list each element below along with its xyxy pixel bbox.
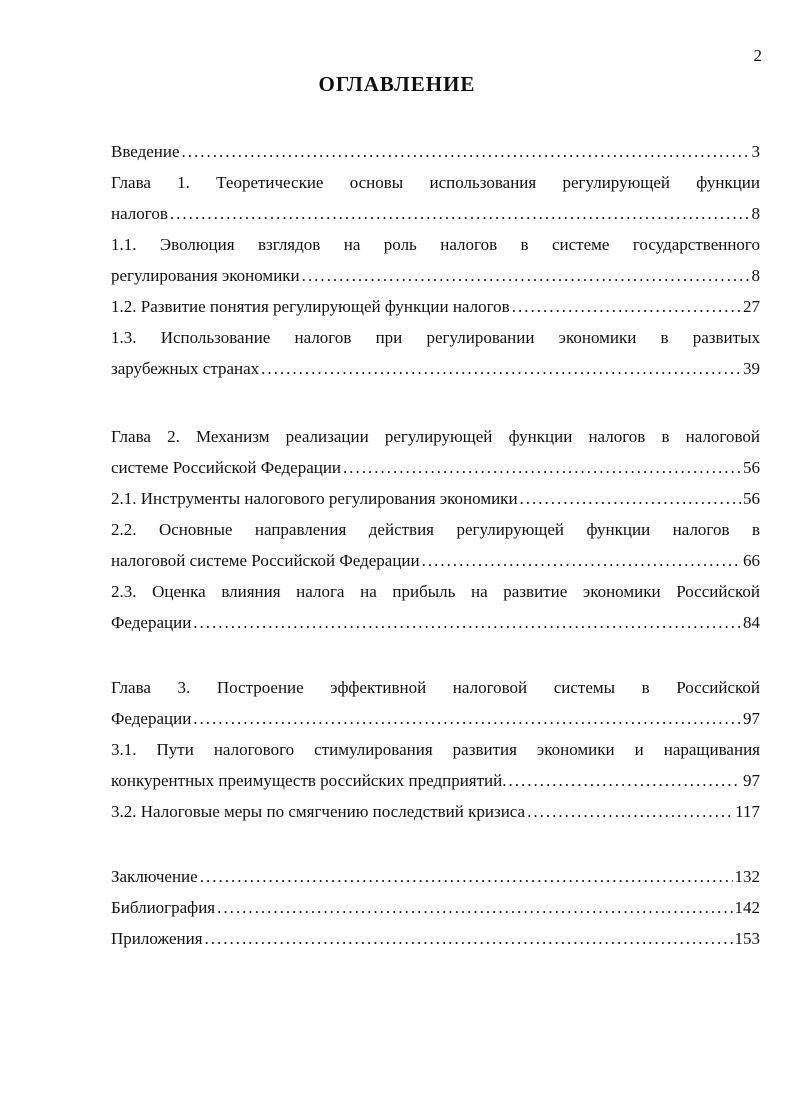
dot-leader [302, 260, 750, 291]
toc-entry-title: 3.2. Налоговые меры по смягчению последствий кризиса [111, 802, 526, 821]
toc-entry-page: 84 [743, 613, 760, 632]
toc-entry-chapter-3[interactable] [111, 672, 760, 734]
toc-entry-title: Библиография [111, 898, 216, 917]
page-number: 2 [753, 46, 762, 65]
toc-entry-title-line1: Глава 2. Механизм реализации регулирующей функции налогов в налоговой [111, 427, 760, 446]
dot-leader [182, 136, 750, 167]
toc-entry-page: 97 [743, 771, 760, 790]
toc-entry-section-3-2[interactable] [111, 796, 760, 827]
toc-entry-page: 66 [743, 551, 760, 570]
toc-entry-intro[interactable] [111, 136, 760, 167]
toc-entry-page: 142 [734, 898, 760, 917]
toc-entry-section-2-2[interactable] [111, 514, 760, 576]
toc-entry-page: 153 [734, 929, 760, 948]
toc-entry-section-2-3[interactable] [111, 576, 760, 638]
toc-entry-section-1-1[interactable] [111, 229, 760, 291]
toc-entry-title: Введение [111, 142, 180, 161]
toc-entry-title: 2.1. Инструменты налогового регулирования экономики [111, 489, 518, 508]
table-of-contents-chapter-3 [111, 672, 760, 827]
dot-leader [508, 765, 741, 796]
dot-leader [217, 892, 732, 923]
dot-leader [193, 607, 741, 638]
toc-entry-title-line1: 2.3. Оценка влияния налога на прибыль на развитие экономики Российской [111, 582, 760, 601]
toc-entry-title-line1: 3.1. Пути налогового стимулирования развития экономики и наращивания [111, 740, 760, 759]
toc-entry-page: 97 [743, 709, 760, 728]
toc-entry-bibliography[interactable] [111, 892, 760, 923]
toc-entry-chapter-2[interactable] [111, 421, 760, 483]
toc-entry-title-line2: системе Российской Федерации [111, 458, 342, 477]
toc-entry-page: 56 [743, 458, 760, 477]
toc-entry-section-1-2[interactable] [111, 291, 760, 322]
toc-entry-appendices[interactable] [111, 923, 760, 954]
table-of-contents-endmatter [111, 861, 760, 954]
toc-entry-section-1-3[interactable] [111, 322, 760, 384]
dot-leader [193, 703, 741, 734]
toc-entry-title: Заключение [111, 867, 198, 886]
toc-entry-title-line2: Федерации [111, 613, 192, 632]
toc-entry-section-3-1[interactable] [111, 734, 760, 796]
toc-entry-title-line2: Федерации [111, 709, 192, 728]
toc-entry-title-line2: налоговой системе Российской Федерации [111, 551, 420, 570]
toc-entry-page: 117 [735, 802, 760, 821]
table-of-contents [111, 136, 760, 384]
toc-entry-title-line1: 1.3. Использование налогов при регулировании экономики в развитых [111, 328, 760, 347]
dot-leader [170, 198, 750, 229]
toc-entry-title-line2: зарубежных странах [111, 359, 260, 378]
dot-leader [200, 861, 733, 892]
dot-leader [422, 545, 741, 576]
toc-entry-section-2-1[interactable] [111, 483, 760, 514]
dot-leader [512, 291, 741, 322]
dot-leader [205, 923, 733, 954]
toc-entry-title-line2: конкурентных преимуществ российских предприятий. [111, 771, 507, 790]
toc-entry-title: Приложения [111, 929, 203, 948]
toc-entry-page: 56 [743, 489, 760, 508]
dot-leader [261, 353, 741, 384]
toc-entry-conclusion[interactable] [111, 861, 760, 892]
toc-entry-page: 39 [743, 359, 760, 378]
toc-entry-page: 27 [743, 297, 760, 316]
dot-leader [527, 796, 733, 827]
toc-entry-chapter-1[interactable] [111, 167, 760, 229]
table-of-contents-chapter-2 [111, 421, 760, 638]
toc-entry-title-line1: Глава 1. Теоретические основы использования регулирующей функции [111, 173, 760, 192]
toc-entry-title-line1: Глава 3. Построение эффективной налоговой системы в Российской [111, 678, 760, 697]
dot-leader [343, 452, 741, 483]
toc-entry-title-line2: регулирования экономики [111, 266, 300, 285]
toc-entry-page: 3 [751, 142, 760, 161]
toc-entry-title-line2: налогов [111, 204, 168, 223]
toc-entry-page: 8 [751, 204, 760, 223]
toc-entry-page: 8 [751, 266, 760, 285]
toc-entry-title-line1: 2.2. Основные направления действия регулирующей функции налогов в [111, 520, 760, 539]
toc-entry-page: 132 [734, 867, 760, 886]
page-title: ОГЛАВЛЕНИЕ [318, 72, 476, 96]
dot-leader [520, 483, 741, 514]
toc-entry-title-line1: 1.1. Эволюция взглядов на роль налогов в системе государственного [111, 235, 760, 254]
toc-entry-title: 1.2. Развитие понятия регулирующей функции налогов [111, 297, 510, 316]
